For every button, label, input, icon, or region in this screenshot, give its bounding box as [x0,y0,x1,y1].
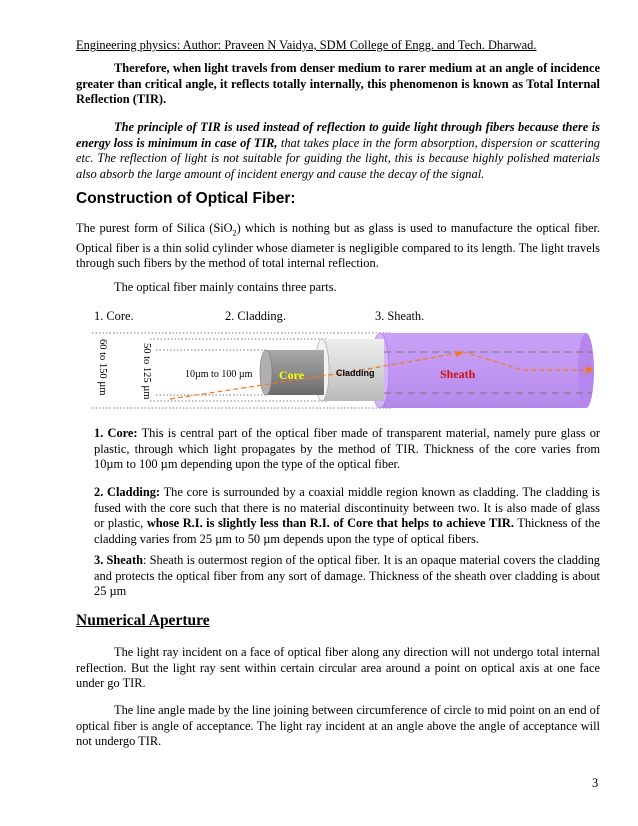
construction-paragraph [76,221,600,272]
principle-end: . [481,166,485,181]
cladding-diameter-label: 50 to 125 µm [141,343,152,400]
core-face [260,350,272,395]
principle-bold: The principle of TIR is used instead of reflection to guide light through fibers because there is energy loss is minimum in case of TIR, [76,120,600,150]
page-number: 3 [592,776,599,790]
tir-paragraph: Therefore, when light travels from denser medium to rarer medium at an angle of incidence greater than critical angle, it reflects totally internally, this phenomenon is known as Total Internal Reflection (TIR). [76,61,600,106]
construction-heading: Construction of Optical Fiber: [76,190,296,207]
cladding-item-text1: The core is surrounded by a coaxial middle region known as cladding. The cladding is fused with the core such that there is no material discontinuity between two. It is also made of glass or plastic, [94,485,600,530]
construction-text-b: ) which is nothing but as glass is used to manufacture the optical fiber. Optical fiber is a thin solid cylinder whose diameter is negligible compared to its length. The light travels through such fibers by the method of total internal reflection. [76,221,600,271]
na-paragraph-1: The light ray incident on a face of optical fiber along any direction will not undergo total internal reflection. But the light ray sent within certain circular area around a point on optical axis at one face under go TIR. [76,645,600,690]
part-sheath-label: 3. Sheath. [375,309,425,323]
sheath-item-text: : Sheath is outermost region of the optical fiber. It is an opaque material covers the cladding and protects the optical fiber from any sort of damage. Thickness of the sheath over cladding is about 25 µm [94,553,600,598]
cladding-item-text2: Thickness of the cladding varies from 25 µm to 50 µm depends upon the type of optical fibers. [94,516,600,546]
na-paragraph-2: The line angle made by the line joining between circumference of circle to mid point on an end of optical fiber is angle of acceptance. The light ray incident at an angle above the angle of acceptance will not undergo TIR. [76,703,600,748]
silica-subscript: 2 [232,228,237,238]
cladding-item-bold: whose R.I. is slightly less than R.I. of Core that helps to achieve TIR. [146,516,514,530]
cladding-description [94,485,600,547]
sheath-body [380,333,586,408]
core-range-label: 10µm to 100 µm [185,369,253,380]
core-description [94,426,600,473]
sheath-label: Sheath [440,367,476,381]
sheath-item-label: 3. Sheath [94,553,143,567]
core-item-text: This is central part of the optical fiber made of transparent material, namely pure glass or plastic, through which light propagates by the method of TIR. Thickness of the core varies from 10µm to 100 µm depending upon the type of the optical fiber. [94,426,601,471]
outer-diameter-label: 60 to 150 µm [97,339,108,396]
cladding-label: Cladding [336,368,375,378]
principle-paragraph [76,120,600,182]
core-item-label: 1. Core: [94,426,138,440]
page-header: Engineering physics: Author: Praveen N Vaidya, SDM College of Engg. and Tech. Dharwad. [76,38,537,52]
construction-text-a: The purest form of Silica (SiO [76,221,233,235]
core-label: Core [279,368,305,382]
part-cladding-label: 2. Cladding. [225,309,286,323]
parts-intro: The optical fiber mainly contains three parts. [114,280,337,294]
na-heading: Numerical Aperture [76,612,210,629]
sheath-description [94,553,600,600]
cladding-item-label: 2. Cladding: [94,485,161,499]
principle-rest: that takes place in the form absorption, dispersion or scattering etc. The reflection of light is not suitable for guiding the light, this is because highly polished materials also absorb the large amount of incident energy and cause the decay of the signal [76,135,600,181]
optical-fiber-diagram [92,327,600,413]
part-core-label: 1. Core. [94,309,134,323]
